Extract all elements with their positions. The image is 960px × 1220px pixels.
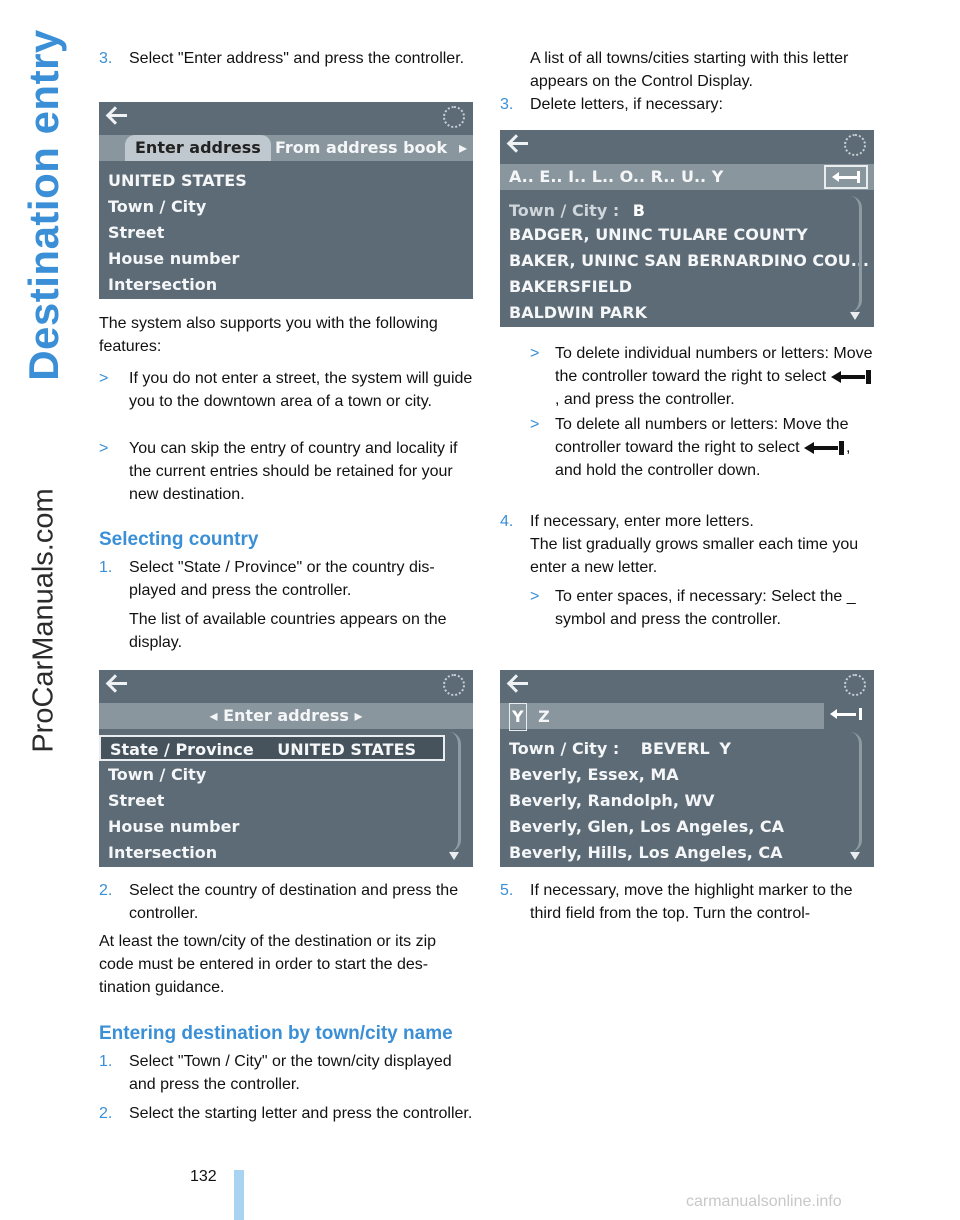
controller-icon (844, 674, 866, 696)
delete-letter-icon (831, 370, 873, 384)
back-arrow-icon (107, 676, 131, 692)
side-watermark: ProCarManuals.com (27, 487, 60, 753)
back-arrow-icon (107, 108, 131, 124)
scrollbar[interactable] (847, 732, 862, 852)
scrollbar[interactable] (446, 732, 461, 852)
step-3-select-enter-address: 3. Select "Enter address" and press the controller. (99, 50, 465, 67)
list-item[interactable]: Beverly, Hills, Los Angeles, CA (509, 843, 783, 862)
screen-enter-address-menu (99, 102, 473, 299)
list-item[interactable]: Beverly, Essex, MA (509, 765, 679, 784)
delete-letter-icon[interactable] (824, 704, 868, 728)
scroll-down-icon (449, 852, 459, 860)
page-number: 132 (190, 1168, 217, 1185)
screen-town-beverly (500, 670, 874, 867)
scroll-down-icon (850, 312, 860, 320)
tab-enter-address[interactable]: Enter address (125, 135, 271, 161)
heading-town-city-name: Entering destination by town/city name (99, 1023, 453, 1044)
step-4-more-letters: 4. If necessary, enter more letters. (500, 513, 754, 530)
country-step-1: 1. Select "State / Province" or the country displayed and press the controller. (99, 559, 435, 599)
delete-letter-icon (804, 441, 846, 455)
menu-item-intersection[interactable]: Intersection (108, 843, 218, 862)
delete-letter-icon[interactable] (824, 165, 868, 189)
screen-town-letter-b (500, 130, 874, 327)
step-3-delete-letters: 3. Delete letters, if necessary: (500, 96, 723, 113)
tab-bar (99, 135, 473, 161)
list-item[interactable]: Beverly, Glen, Los Angeles, CA (509, 817, 785, 836)
list-item[interactable]: BAKERSFIELD (509, 277, 633, 296)
list-appears-note: A list of all towns/cities starting with this letter appears on the Control Display. (530, 50, 849, 90)
town-step-1: 1. Select "Town / City" or the town/city displayed and press the controller. (99, 1053, 452, 1093)
menu-item-street[interactable]: Street (108, 223, 165, 242)
tab-next-arrow-icon: ▸ (458, 138, 467, 157)
town-step-2: 2. Select the starting letter and press the controller. (99, 1105, 473, 1122)
controller-icon (844, 134, 866, 156)
menu-item-house-number[interactable]: House number (108, 817, 240, 836)
list-item[interactable]: BADGER, UNINC TULARE COUNTY (509, 225, 808, 244)
menu-item-house-number[interactable]: House number (108, 249, 240, 268)
menu-item-street[interactable]: Street (108, 791, 165, 810)
features-intro: The system also supports you with the following features: (99, 315, 438, 355)
country-step-2: 2. Select the country of destination and press the controller. (99, 882, 459, 922)
tab-from-address-book[interactable]: From address book (275, 138, 448, 157)
menu-item-town-city[interactable]: Town / City (108, 197, 207, 216)
menu-item-town-city[interactable]: Town / City (108, 765, 207, 784)
step-5-highlight-marker: 5. If necessary, move the highlight marker to the third field from the top. Turn the control- (500, 882, 853, 922)
page-marker-bar (234, 1170, 244, 1220)
list-item[interactable]: BAKER, UNINC SAN BERNARDINO COU... (509, 251, 869, 270)
list-item[interactable]: BALDWIN PARK (509, 303, 647, 322)
menu-item-country[interactable]: UNITED STATES (108, 171, 247, 190)
letter-speller[interactable]: Y Z (500, 703, 824, 729)
heading-selecting-country: Selecting country (99, 529, 259, 550)
country-step-1-note: The list of available countries appears on the display. (129, 611, 447, 651)
header-enter-address: ◂ Enter address ▸ (99, 703, 473, 729)
menu-item-intersection[interactable]: Intersection (108, 275, 218, 294)
list-item[interactable]: Beverly, Randolph, WV (509, 791, 715, 810)
footer-watermark: carmanualsonline.info (686, 1193, 842, 1210)
enter-spaces: > To enter spaces, if necessary: Select the _ symbol and press the controller. (530, 588, 856, 628)
step-4-note: The list gradually grows smaller each time you enter a new letter. (530, 536, 859, 576)
controller-icon (443, 106, 465, 128)
delete-individual: > To delete individual numbers or letters: Move the controller toward the right to select , and press the controller. (530, 345, 873, 408)
scrollbar[interactable] (847, 196, 862, 312)
scroll-down-icon (850, 852, 860, 860)
zip-code-note: At least the town/city of the destination or its zip code must be entered in order to start the destination guidance. (99, 933, 437, 996)
town-city-input[interactable]: Town / City : BEVERL Y (509, 739, 731, 758)
town-city-input[interactable]: Town / City : B (509, 201, 645, 220)
delete-all: > To delete all numbers or letters: Move the controller toward the right to select , and hold the controller down. (530, 416, 851, 479)
back-arrow-icon (508, 676, 532, 692)
chapter-title: Destination entry (20, 29, 67, 381)
menu-item-state-province[interactable]: State / Province UNITED STATES (99, 735, 445, 761)
back-arrow-icon (508, 136, 532, 152)
letter-speller[interactable]: A.. E.. I.. L.. O.. R.. U.. Y (500, 164, 874, 190)
controller-icon (443, 674, 465, 696)
bullet-skip-entry: > You can skip the entry of country and locality if the current entries should be retained for your new destination. (99, 440, 458, 503)
bullet-downtown: > If you do not enter a street, the system will guide you to the downtown area of a town or city. (99, 370, 473, 410)
screen-state-province (99, 670, 473, 867)
